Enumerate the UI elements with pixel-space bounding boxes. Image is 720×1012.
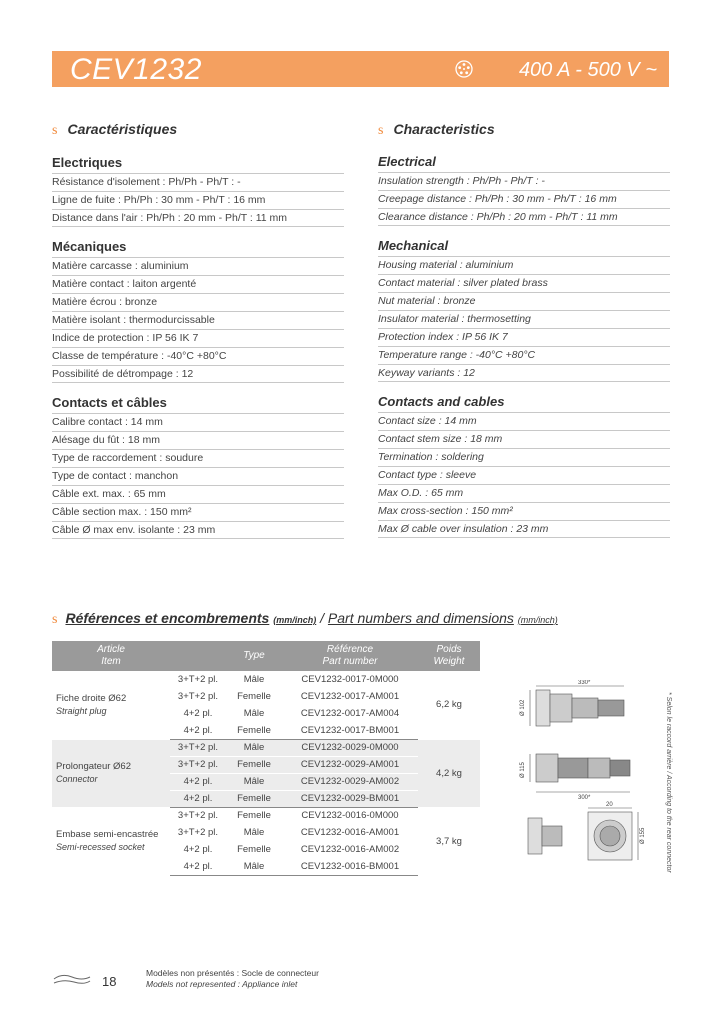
spec-row: Creepage distance : Ph/Ph : 30 mm - Ph/T : 16 mm xyxy=(378,190,670,208)
header-weight: Poids Weight xyxy=(418,641,480,671)
spec-row: Contact stem size : 18 mm xyxy=(378,430,670,448)
type-cell: Mâle xyxy=(226,739,282,756)
spec-row: Type de raccordement : soudure xyxy=(52,449,344,467)
type-cell: Femelle xyxy=(226,807,282,824)
spec-row: Keyway variants : 12 xyxy=(378,364,670,382)
souriau-logo xyxy=(52,971,92,987)
article-cell: Embase semi-encastrée Semi-recessed socket xyxy=(52,807,170,875)
dim-label: Ø 115 xyxy=(520,762,526,778)
pins-cell: 4+2 pl. xyxy=(170,858,226,875)
spec-row: Termination : soldering xyxy=(378,448,670,466)
pins-cell: 3+T+2 pl. xyxy=(170,824,226,841)
spec-row: Résistance d'isolement : Ph/Ph - Ph/T : - xyxy=(52,173,344,191)
spec-group xyxy=(378,238,670,382)
spec-row: Possibilité de détrompage : 12 xyxy=(52,365,344,383)
spec-group xyxy=(378,394,670,538)
spec-row: Calibre contact : 14 mm xyxy=(52,413,344,431)
spec-group-title: Mechanical xyxy=(378,238,449,253)
spec-row: Matière contact : laiton argenté xyxy=(52,275,344,293)
dim-label: 300* xyxy=(578,795,591,801)
spec-row: Housing material : aluminium xyxy=(378,256,670,274)
pins-cell: 3+T+2 pl. xyxy=(170,739,226,756)
pins-cell: 4+2 pl. xyxy=(170,722,226,739)
fr-section-title: s Caractéristiques xyxy=(52,121,178,138)
type-cell: Mâle xyxy=(226,773,282,790)
spec-group-title: Mécaniques xyxy=(52,239,127,254)
pins-cell: 3+T+2 pl. xyxy=(170,756,226,773)
spec-group xyxy=(378,154,670,226)
pins-cell: 4+2 pl. xyxy=(170,841,226,858)
type-cell: Femelle xyxy=(226,722,282,739)
header-blank xyxy=(170,641,226,671)
ref-cell: CEV1232-0016-BM001 xyxy=(282,858,418,875)
pins-cell: 4+2 pl. xyxy=(170,790,226,807)
ref-cell: CEV1232-0029-AM002 xyxy=(282,773,418,790)
pins-cell: 3+T+2 pl. xyxy=(170,671,226,688)
type-cell: Femelle xyxy=(226,688,282,705)
spec-group-title: Contacts and cables xyxy=(378,394,505,409)
ref-cell: CEV1232-0016-AM002 xyxy=(282,841,418,858)
en-characteristics xyxy=(378,154,670,550)
spec-group-title: Electriques xyxy=(52,155,123,170)
pins-cell: 4+2 pl. xyxy=(170,773,226,790)
references-title: s Références et encombrements (mm/inch) / Part numbers and dimensions (mm/inch) xyxy=(52,610,558,627)
type-cell: Femelle xyxy=(226,756,282,773)
ref-cell: CEV1232-0016-AM001 xyxy=(282,824,418,841)
spec-row: Insulation strength : Ph/Ph - Ph/T : - xyxy=(378,172,670,190)
spec-group xyxy=(52,155,344,227)
bullet-icon: s xyxy=(52,123,58,138)
type-cell: Mâle xyxy=(226,824,282,841)
weight-cell: 3,7 kg xyxy=(418,807,480,875)
ref-cell: CEV1232-0029-AM001 xyxy=(282,756,418,773)
bullet-icon: s xyxy=(52,612,58,627)
spec-row: Classe de température : -40°C +80°C xyxy=(52,347,344,365)
fr-characteristics xyxy=(52,155,344,551)
ref-cell: CEV1232-0017-AM004 xyxy=(282,705,418,722)
type-cell: Femelle xyxy=(226,841,282,858)
spec-row: Distance dans l'air : Ph/Ph : 20 mm - Ph/T : 11 mm xyxy=(52,209,344,227)
article-cell: Fiche droite Ø62 Straight plug xyxy=(52,671,170,739)
table-row xyxy=(52,807,480,824)
spec-row: Câble ext. max. : 65 mm xyxy=(52,485,344,503)
spec-row: Protection index : IP 56 IK 7 xyxy=(378,328,670,346)
spec-row: Alésage du fût : 18 mm xyxy=(52,431,344,449)
header-type: Type xyxy=(226,641,282,671)
spec-row: Clearance distance : Ph/Ph : 20 mm - Ph/T : 11 mm xyxy=(378,208,670,226)
ref-cell: CEV1232-0017-BM001 xyxy=(282,722,418,739)
table-row xyxy=(52,739,480,756)
spec-group xyxy=(52,239,344,383)
spec-row: Contact type : sleeve xyxy=(378,466,670,484)
spec-row: Type de contact : manchon xyxy=(52,467,344,485)
page-number: 18 xyxy=(102,974,117,989)
product-title: CEV1232 xyxy=(70,53,202,86)
dim-label: Ø 102 xyxy=(520,699,526,716)
dim-label: 330* xyxy=(578,680,591,686)
weight-cell: 4,2 kg xyxy=(418,739,480,807)
ref-cell: CEV1232-0017-AM001 xyxy=(282,688,418,705)
type-cell: Mâle xyxy=(226,858,282,875)
spec-group-title: Electrical xyxy=(378,154,436,169)
weight-cell: 6,2 kg xyxy=(418,671,480,739)
dim-label: 20 xyxy=(606,802,613,808)
spec-row: Indice de protection : IP 56 IK 7 xyxy=(52,329,344,347)
footer-note: Modèles non présentés : Socle de connecteur Models not represented : Appliance inlet xyxy=(146,968,319,989)
pins-cell: 3+T+2 pl. xyxy=(170,807,226,824)
spec-group xyxy=(52,395,344,539)
product-header xyxy=(52,51,669,87)
ref-cell: CEV1232-0017-0M000 xyxy=(282,671,418,688)
spec-row: Nut material : bronze xyxy=(378,292,670,310)
type-cell: Mâle xyxy=(226,671,282,688)
spec-row: Contact size : 14 mm xyxy=(378,412,670,430)
technical-drawing xyxy=(518,680,658,880)
references-table xyxy=(52,641,480,876)
spec-row: Ligne de fuite : Ph/Ph : 30 mm - Ph/T : 16 mm xyxy=(52,191,344,209)
pins-cell: 3+T+2 pl. xyxy=(170,688,226,705)
ref-cell: CEV1232-0029-BM001 xyxy=(282,790,418,807)
spec-group-title: Contacts et câbles xyxy=(52,395,167,410)
spec-row: Insulator material : thermosetting xyxy=(378,310,670,328)
bullet-icon: s xyxy=(378,123,384,138)
spec-row: Max O.D. : 65 mm xyxy=(378,484,670,502)
spec-row: Max cross-section : 150 mm² xyxy=(378,502,670,520)
article-cell: Prolongateur Ø62 Connector xyxy=(52,739,170,807)
spec-row: Câble Ø max env. isolante : 23 mm xyxy=(52,521,344,539)
type-cell: Mâle xyxy=(226,705,282,722)
en-section-title: s Characteristics xyxy=(378,121,495,138)
spec-row: Matière isolant : thermodurcissable xyxy=(52,311,344,329)
header-article: Article Item xyxy=(52,641,170,671)
type-cell: Femelle xyxy=(226,790,282,807)
spec-row: Matière carcasse : aluminium xyxy=(52,257,344,275)
pins-cell: 4+2 pl. xyxy=(170,705,226,722)
side-note: * Selon le raccord arrière / According to the rear connector xyxy=(665,692,672,873)
header-reference: Référence Part number xyxy=(282,641,418,671)
dim-label: Ø 155 xyxy=(640,827,646,844)
spec-row: Max Ø cable over insulation : 23 mm xyxy=(378,520,670,538)
ref-cell: CEV1232-0016-0M000 xyxy=(282,807,418,824)
rating-label: 400 A - 500 V ~ xyxy=(518,59,657,81)
spec-row: Matière écrou : bronze xyxy=(52,293,344,311)
spec-row: Câble section max. : 150 mm² xyxy=(52,503,344,521)
spec-row: Contact material : silver plated brass xyxy=(378,274,670,292)
plug-face-icon xyxy=(455,60,473,78)
table-row xyxy=(52,671,480,688)
spec-row: Temperature range : -40°C +80°C xyxy=(378,346,670,364)
ref-cell: CEV1232-0029-0M000 xyxy=(282,739,418,756)
